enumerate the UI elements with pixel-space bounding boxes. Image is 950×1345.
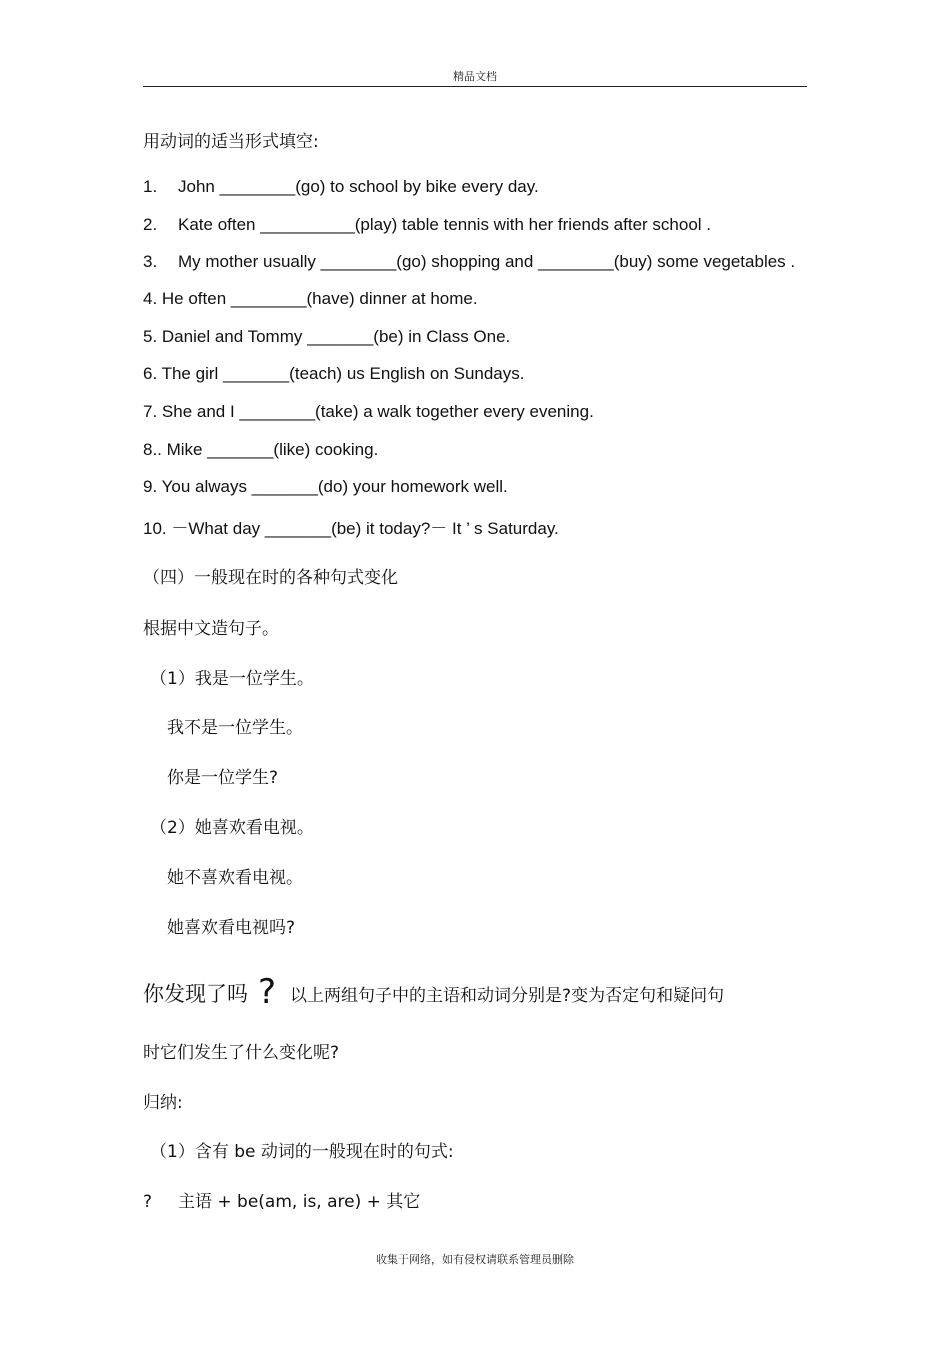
discover-question: 以上两组句子中的主语和动词分别是?变为否定句和疑问句 (290, 986, 725, 1006)
exercise-item: 4. He often ________(have) dinner at home. (143, 289, 478, 308)
page-header: 精品文档 (453, 70, 497, 83)
group-item: 她不喜欢看电视。 (167, 868, 303, 888)
exercise-number: 3. (143, 252, 158, 271)
exercise-item (143, 252, 795, 272)
exercise-text: My mother usually ________(go) shopping and ________(buy) some vegetables . (178, 252, 796, 271)
formula-text: 主语 + be(am, is, are) + 其它 (178, 1192, 421, 1212)
group-item: 她喜欢看电视吗? (167, 918, 296, 938)
exercise-number: 1. (143, 177, 158, 196)
group-item: 你是一位学生? (167, 768, 279, 788)
section-title: 用动词的适当形式填空: (143, 132, 319, 152)
exercise-item (143, 177, 539, 197)
summary-label: 归纳: (143, 1093, 183, 1113)
rule-formula (143, 1192, 420, 1212)
exercise-item: 8.. Mike _______(like) cooking. (143, 440, 379, 459)
discover-question-continued: 时它们发生了什么变化呢? (143, 1043, 340, 1063)
section4-title: （四）一般现在时的各种句式变化 (143, 568, 398, 588)
rule-heading: （1）含有 be 动词的一般现在时的句式: (150, 1142, 454, 1162)
exercise-item: 10. －What day _______(be) it today?－ It ’ s Saturday. (143, 519, 559, 538)
group-item: 我不是一位学生。 (167, 718, 303, 738)
discover-question-mark: ? (258, 972, 277, 1012)
exercise-item: 9. You always _______(do) your homework well. (143, 477, 508, 496)
exercise-item: 7. She and I ________(take) a walk together every evening. (143, 402, 594, 421)
page-footer: 收集于网络，如有侵权请联系管理员删除 (376, 1253, 574, 1266)
exercise-text: Kate often __________(play) table tennis with her friends after school . (178, 215, 712, 234)
instruction: 根据中文造句子。 (143, 619, 279, 639)
exercise-item (143, 215, 711, 235)
exercise-number: 2. (143, 215, 158, 234)
bullet-glyph: ? (143, 1192, 153, 1212)
group-heading: （2）她喜欢看电视。 (150, 818, 314, 838)
group-heading: （1）我是一位学生。 (150, 669, 314, 689)
discover-line (143, 972, 725, 1012)
discover-lead: 你发现了吗 (143, 982, 248, 1006)
exercise-item: 5. Daniel and Tommy _______(be) in Class One. (143, 327, 511, 346)
exercise-item: 6. The girl _______(teach) us English on Sundays. (143, 364, 525, 383)
header-divider (143, 86, 807, 87)
exercise-text: John ________(go) to school by bike every day. (178, 177, 539, 196)
